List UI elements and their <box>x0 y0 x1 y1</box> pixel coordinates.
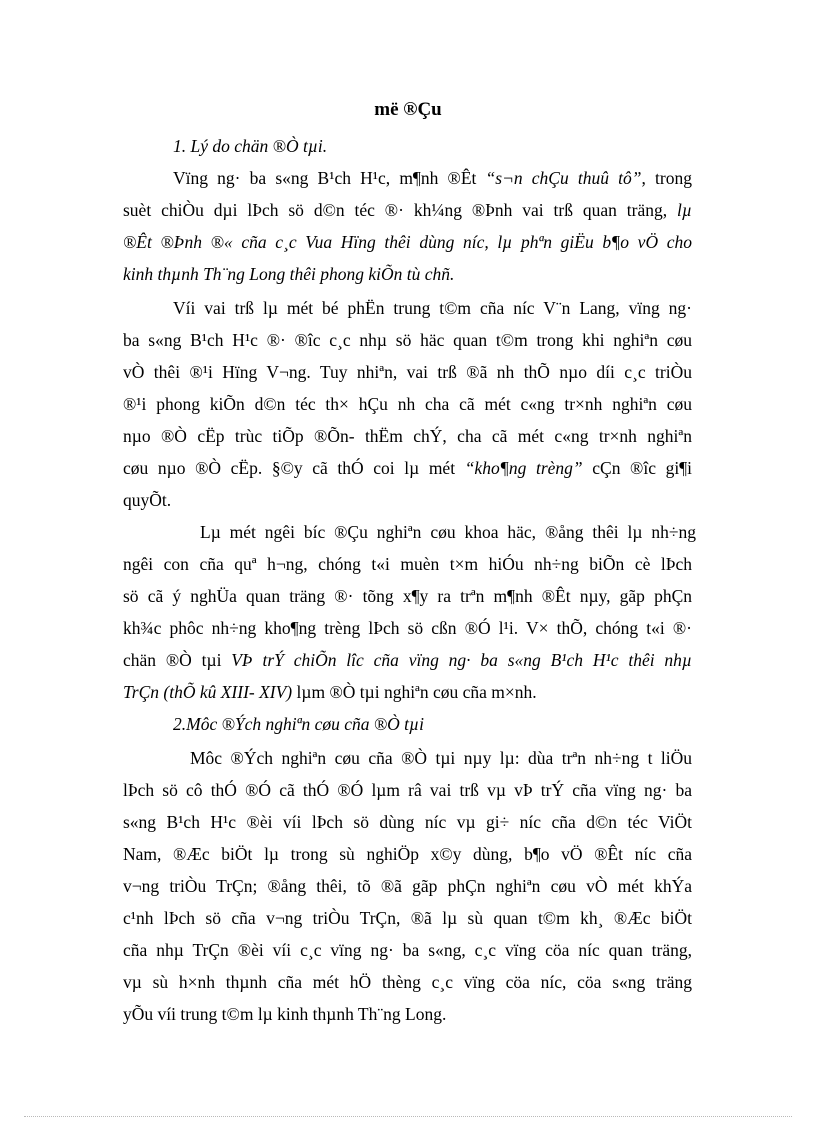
paragraph-line: cña nhµ TrÇn ®èi víi c¸c vïng ng· ba s«ng, c¸c vïng cöa níc quan träng, <box>123 940 692 960</box>
paragraph-line: Víi vai trß lµ mét bé phËn trung t©m cña níc V¨n Lang, vïng ng· <box>173 298 692 318</box>
paragraph-line: yÕu víi trung t©m lµ kinh thµnh Th¨ng Long. <box>123 1004 447 1024</box>
paragraph-line <box>123 454 692 482</box>
paragraph-line: ba s«ng B¹ch H¹c ®· ®îc c¸c nhµ sö häc quan t©m trong khi nghiªn cøu <box>123 330 692 350</box>
text-run: lµm ®Ò tµi nghiªn cøu cña m×nh. <box>292 682 537 702</box>
paragraph-line <box>173 164 692 192</box>
topic-title: VÞ trÝ chiÕn lîc cña vïng ng· ba s«ng B¹ch H¹c thêi nhµ <box>231 650 692 670</box>
quoted-phrase: “kho¶ng trèng” <box>464 458 583 478</box>
italic-run: lµ <box>677 200 692 220</box>
text-run: cøu nµo ®Ò cËp. §©y cã thÓ coi lµ mét <box>123 458 465 478</box>
text-run: chän ®Ò tµi <box>123 650 232 670</box>
paragraph-line: ®Êt ®Þnh ®« cña c¸c Vua Hïng thêi dùng níc, lµ phªn giËu b¶o vÖ cho <box>123 232 692 252</box>
paragraph-line <box>123 646 692 674</box>
paragraph-line: kh¾c phôc nh÷ng kho¶ng trèng lÞch sö cßn ®Ó l¹i. V× thÕ, chóng t«i ®· <box>123 618 692 638</box>
paragraph-line: v¬ng triÒu TrÇn; ®ång thêi, tõ ®ã gãp phÇn nghiªn cøu vÒ mét khÝa <box>123 876 692 896</box>
paragraph-line: c¹nh lÞch sö cña v¬ng triÒu TrÇn, ®ã lµ sù quan t©m kh¸ ®Æc biÖt <box>123 908 692 928</box>
text-run: Vïng ng· ba s«ng B¹ch H¹c, m¶nh ®Êt <box>173 168 486 188</box>
paragraph-line: kinh thµnh Th¨ng Long thêi phong kiÕn tù chñ. <box>123 264 455 284</box>
section-heading-reason: 1. Lý do chän ®Ò tµi. <box>173 136 328 156</box>
paragraph-line: sö cã ý nghÜa quan träng ®· tõng x¶y ra trªn m¶nh ®Êt nµy, gãp phÇn <box>123 586 692 606</box>
paragraph-line: vÒ thêi ®¹i Hïng V¬ng. Tuy nhiªn, vai trß ®ã nh thÕ nµo díi c¸c triÒu <box>123 362 692 382</box>
paragraph-line: Lµ mét ngêi bíc ®Çu nghiªn cøu khoa häc, ®ång thêi lµ nh÷ng <box>200 522 696 542</box>
paragraph-line: Môc ®Ých nghiªn cøu cña ®Ò tµi nµy lµ: dùa trªn nh÷ng t liÖu <box>190 748 692 768</box>
page-title: më ®Çu <box>374 99 442 120</box>
paragraph-line <box>123 196 692 224</box>
paragraph-line: vµ sù h×nh thµnh cña mét hÖ thèng c¸c vïng cöa níc, cöa s«ng träng <box>123 972 692 992</box>
page-footer-rule <box>24 1116 792 1117</box>
text-run: cÇn ®îc gi¶i <box>582 458 693 478</box>
paragraph-line: quyÕt. <box>123 490 172 510</box>
topic-title: TrÇn (thÕ kû XIII- XIV) <box>123 682 293 702</box>
paragraph-line: nµo ®Ò cËp trùc tiÕp ®Õn- thËm chÝ, cha cã mét c«ng tr×nh nghiªn <box>123 426 692 446</box>
section-heading-purpose: 2.Môc ®Ých nghiªn cøu cña ®Ò tµi <box>173 714 424 734</box>
paragraph-line: ®¹i phong kiÕn d©n téc th× hÇu nh cha cã mét c«ng tr×nh nghiªn cøu <box>123 394 692 414</box>
paragraph-line: ngêi con cña quª h¬ng, chóng t«i muèn t×m hiÓu nh÷ng biÕn cè lÞch <box>123 554 692 574</box>
paragraph-line: s«ng B¹ch H¹c ®èi víi lÞch sö dùng níc vµ gi÷ níc cña d©n téc ViÖt <box>123 812 692 832</box>
paragraph-line: lÞch sö cô thÓ ®Ó cã thÓ ®Ó lµm râ vai trß vµ vÞ trÝ cña vïng ng· ba <box>123 780 692 800</box>
paragraph-line <box>123 678 692 706</box>
quoted-phrase: “s¬n chÇu thuû tô” <box>485 168 642 188</box>
paragraph-line: Nam, ®Æc biÖt lµ trong sù nghiÖp x©y dùng, b¶o vÖ ®Êt níc cña <box>123 844 692 864</box>
text-run: suèt chiÒu dµi lÞch sö d©n téc ®· kh¼ng ®Þnh vai trß quan träng, <box>123 200 678 220</box>
text-run: , trong <box>641 168 692 188</box>
